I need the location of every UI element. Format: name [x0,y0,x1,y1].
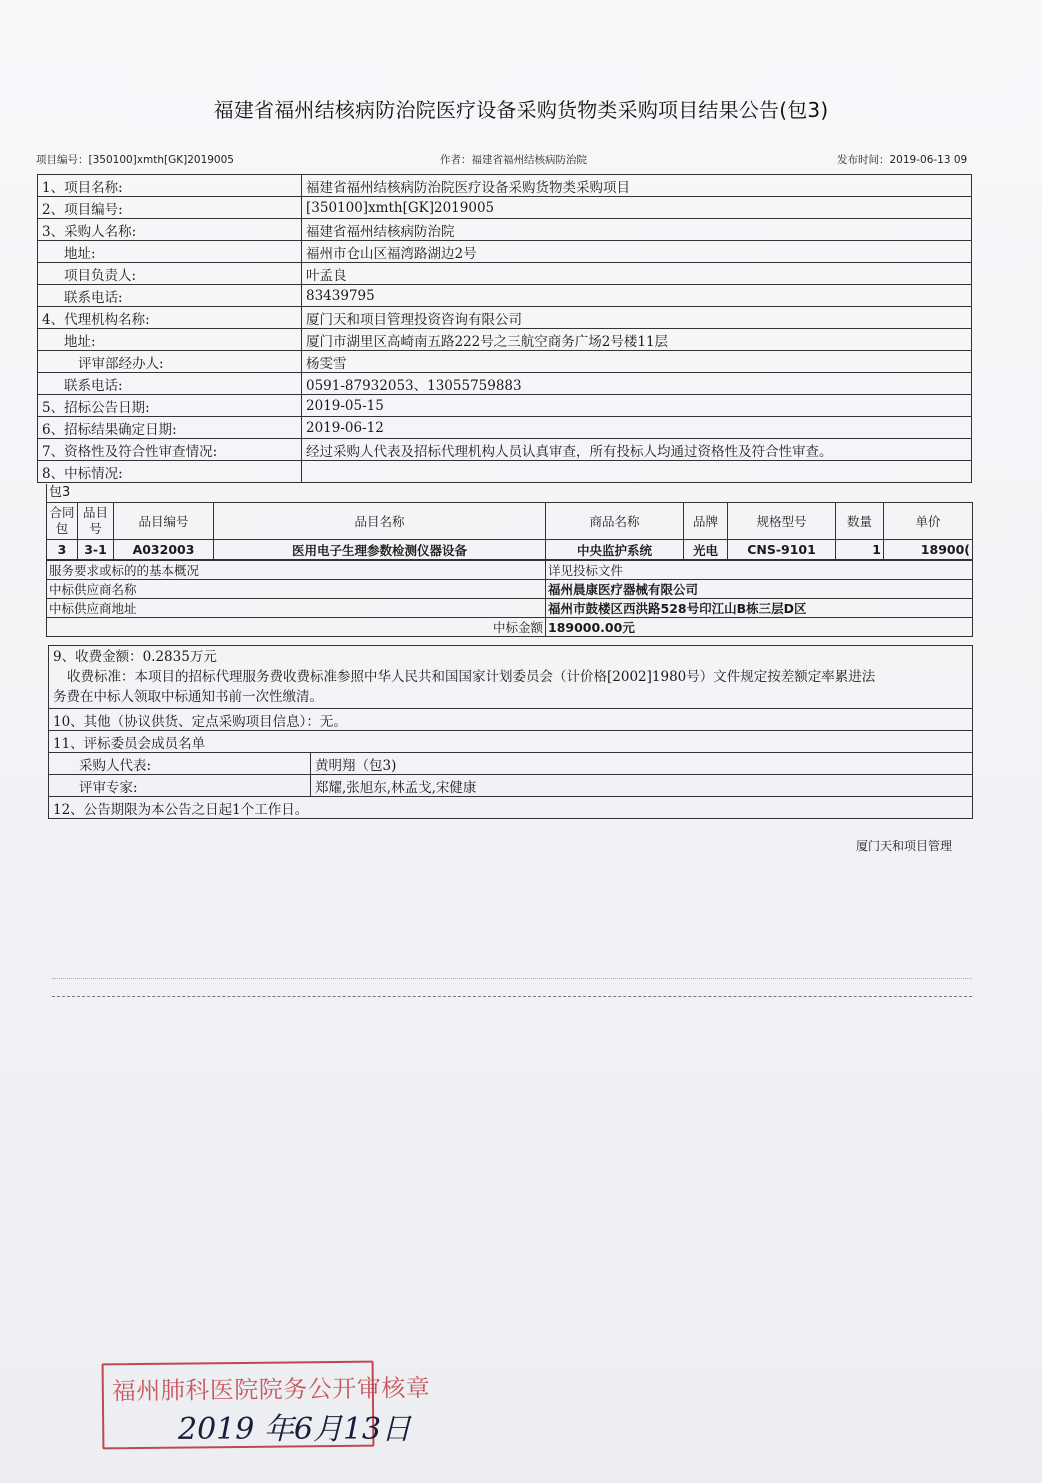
items-header-cell: 规格型号 [728,503,836,540]
items-header-cell: 品目号 [78,503,114,540]
info-row [38,285,972,307]
info-value: 福建省福州结核病防治院 [302,219,972,241]
rep-label: 采购人代表: [49,753,311,775]
items-data-row [47,540,973,560]
info-row [38,329,972,351]
package-label: 包3 [46,484,972,502]
info-label: 5、招标公告日期: [38,395,302,417]
items-header-cell: 品目编号 [114,503,214,540]
items-header-cell: 品目名称 [214,503,546,540]
info-value [302,461,972,483]
service-label: 服务要求或标的的基本概况 [47,561,546,580]
supplier-value: 福州晨康医疗器械有限公司 [546,580,973,599]
info-value: 叶孟良 [302,263,972,285]
footer-agency: 厦门天和项目管理 [856,839,953,853]
info-label: 4、代理机构名称: [38,307,302,329]
rep-value: 黄明翔（包3) [311,753,973,775]
info-label: 联系电话: [38,285,302,307]
fee-table [48,645,973,819]
info-row [38,219,972,241]
supplier-label: 中标供应商名称 [47,580,546,599]
items-data-cell: 18900( [884,540,973,560]
info-value: 2019-06-12 [302,417,972,439]
items-data-cell: 医用电子生理参数检测仪器设备 [214,540,546,560]
info-label: 8、中标情况: [38,461,302,483]
divider-dashed [52,996,972,997]
items-header-cell: 合同包 [47,503,78,540]
items-data-cell: CNS-9101 [728,540,836,560]
divider-dotted [52,978,972,979]
info-row [38,439,972,461]
info-row [38,263,972,285]
items-data-cell: A032003 [114,540,214,560]
info-label: 7、资格性及符合性审查情况: [38,439,302,461]
info-row [38,395,972,417]
info-label: 评审部经办人: [38,351,302,373]
package-section [46,484,972,637]
fee-note: 务费在中标人领取中标通知书前一次性缴清。 [53,689,323,705]
info-value: 厦门市湖里区高崎南五路222号之三航空商务广场2号楼11层 [302,329,972,351]
address-value: 福州市鼓楼区西洪路528号印江山B栋三层D区 [546,599,973,618]
info-row [38,175,972,197]
info-label: 项目负责人: [38,263,302,285]
items-data-cell: 光电 [684,540,728,560]
items-header-cell: 单价 [884,503,973,540]
items-table [46,502,973,560]
fee-standard: 收费标准：本项目的招标代理服务费收费标准参照中华人民共和国国家计划委员会（计价格[2002]1980号）文件规定按差额定率累进法 [67,669,876,685]
stamp-text: 福州肺科医院院务公开审核章 [111,1373,431,1406]
items-header-cell: 商品名称 [546,503,684,540]
items-header-row [47,503,973,540]
info-label: 6、招标结果确定日期: [38,417,302,439]
info-row [38,417,972,439]
info-row [38,241,972,263]
amount-value: 189000.00元 [546,618,973,637]
items-header-cell: 品牌 [684,503,728,540]
page-title: 福建省福州结核病防治院医疗设备采购货物类采购项目结果公告(包3) [213,98,829,122]
handwritten-date: 2019 年6月13日 [178,1412,412,1447]
expert-label: 评审专家: [49,775,311,797]
winner-table [46,560,973,637]
info-label: 联系电话: [38,373,302,395]
info-row [38,373,972,395]
service-value: 详见投标文件 [546,561,973,580]
info-row [38,307,972,329]
items-header-cell: 数量 [836,503,884,540]
items-data-cell: 中央监护系统 [546,540,684,560]
fee-amount: 9、收费金额：0.2835万元 [53,649,217,665]
committee-title: 11、评标委员会成员名单 [49,731,973,753]
info-value: 福州市仓山区福湾路湖边2号 [302,241,972,263]
info-row [38,461,972,483]
info-value: 83439795 [302,285,972,307]
info-row [38,197,972,219]
info-table [37,174,972,483]
info-value: [350100]xmth[GK]2019005 [302,197,972,219]
info-label: 2、项目编号: [38,197,302,219]
info-label: 地址: [38,241,302,263]
info-value: 杨雯雪 [302,351,972,373]
expert-value: 郑耀,张旭东,林孟戈,宋健康 [311,775,973,797]
other-info: 10、其他（协议供货、定点采购项目信息）：无。 [49,709,973,731]
info-label: 3、采购人名称: [38,219,302,241]
info-value: 0591-87932053、13055759883 [302,373,972,395]
info-value: 福建省福州结核病防治院医疗设备采购货物类采购项目 [302,175,972,197]
info-value: 经过采购人代表及招标代理机构人员认真审查，所有投标人均通过资格性及符合性审查。 [302,439,972,461]
address-label: 中标供应商地址 [47,599,546,618]
notice-period: 12、公告期限为本公告之日起1个工作日。 [49,797,973,819]
info-value: 2019-05-15 [302,395,972,417]
author: 作者：福建省福州结核病防治院 [440,154,587,166]
fee-cell [49,646,973,709]
publish-time: 发布时间：2019-06-13 09 [837,154,968,166]
info-label: 地址: [38,329,302,351]
amount-label: 中标金额 [47,618,546,637]
items-data-cell: 3 [47,540,78,560]
info-value: 厦门天和项目管理投资咨询有限公司 [302,307,972,329]
project-number: 项目编号：[350100]xmth[GK]2019005 [36,154,234,166]
info-label: 1、项目名称: [38,175,302,197]
items-data-cell: 3-1 [78,540,114,560]
items-data-cell: 1 [836,540,884,560]
info-row [38,351,972,373]
